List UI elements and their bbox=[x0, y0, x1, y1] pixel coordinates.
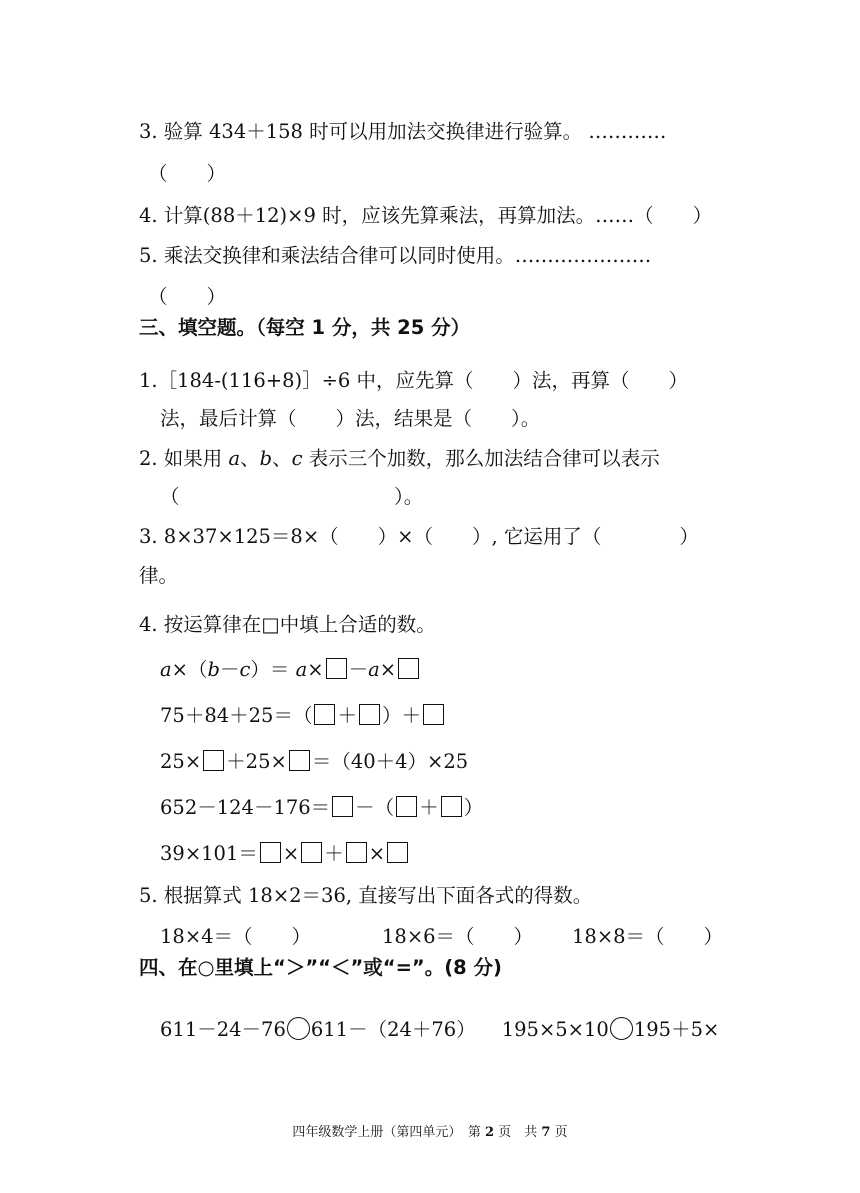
fill-q5-item-2: 18×6＝（ ） bbox=[382, 925, 534, 948]
fill-q2-line2: （ ）。 bbox=[160, 485, 424, 508]
judge-q4-text: 4. 计算(88＋12)×9 时，应该先算乘法，再算加法。……（ ） bbox=[139, 204, 713, 227]
answer-box[interactable] bbox=[301, 842, 322, 863]
total-pages: 7 bbox=[541, 1125, 551, 1140]
answer-box[interactable] bbox=[398, 658, 419, 679]
fill-q4-title: 4. 按运算律在□中填上合适的数。 bbox=[139, 613, 436, 636]
var-b: b bbox=[259, 447, 273, 470]
fill-q1-line2: 法，最后计算（ ）法，结果是（ ）。 bbox=[160, 407, 541, 430]
fill-q3-line2: 律。 bbox=[139, 564, 179, 587]
section-compare-heading: 四、在○里填上“＞”“＜”或“=”。(8 分) bbox=[139, 956, 502, 979]
var-c: c bbox=[291, 447, 303, 470]
compare-row: 611－24－76 611－（24＋76） 195×5×10 195＋5× bbox=[160, 1018, 720, 1041]
fill-q4-row1: a×（b－c）＝ a× －a× bbox=[160, 657, 421, 683]
judge-q5-answer-paren: （ ） bbox=[148, 285, 227, 308]
fill-q1-line1: 1.［184-(116+8)］÷6 中，应先算（ ）法，再算（ ） bbox=[139, 369, 689, 392]
var-a: a bbox=[228, 447, 241, 470]
compare-circle[interactable] bbox=[287, 1017, 310, 1040]
answer-box[interactable] bbox=[260, 842, 281, 863]
fill-q5-title: 5. 根据算式 18×2＝36, 直接写出下面各式的得数。 bbox=[139, 884, 593, 907]
fill-q4-row3: 25× ＋25× ＝（40＋4）×25 bbox=[160, 750, 469, 773]
fill-q4-row2: 75＋84＋25＝（ ＋ ）＋ bbox=[160, 703, 446, 729]
answer-box[interactable] bbox=[289, 750, 310, 771]
page-footer: 四年级数学上册（第四单元） 第 2 页 共 7 页 bbox=[292, 1125, 568, 1140]
answer-box[interactable] bbox=[332, 796, 353, 817]
answer-box[interactable] bbox=[396, 796, 417, 817]
fill-q5-item-3: 18×8＝（ ） bbox=[572, 925, 724, 948]
fill-q5-item-1: 18×4＝（ ） bbox=[160, 925, 312, 948]
judge-q3-text: 3. 验算 434＋158 时可以用加法交换律进行验算。 ………… bbox=[139, 120, 667, 143]
judge-q5-text: 5. 乘法交换律和乘法结合律可以同时使用。………………… bbox=[139, 244, 652, 267]
answer-box[interactable] bbox=[203, 750, 224, 771]
answer-box[interactable] bbox=[359, 704, 380, 725]
fill-q4-row4: 652－124－176＝ －（ ＋ ） bbox=[160, 796, 484, 819]
answer-box[interactable] bbox=[346, 842, 367, 863]
section-fill-heading: 三、填空题。（每空 1 分，共 25 分） bbox=[139, 316, 471, 339]
answer-box[interactable] bbox=[387, 842, 408, 863]
fill-q4-row5: 39×101＝ × ＋ × bbox=[160, 841, 410, 867]
answer-box[interactable] bbox=[423, 704, 444, 725]
answer-box[interactable] bbox=[314, 704, 335, 725]
answer-box[interactable] bbox=[441, 796, 462, 817]
fill-q3-line1: 3. 8×37×125＝8×（ ）×（ ）, 它运用了（ ） bbox=[139, 525, 699, 548]
judge-q3-answer-paren: （ ） bbox=[148, 162, 227, 185]
compare-circle[interactable] bbox=[610, 1017, 633, 1040]
page-number: 2 bbox=[485, 1125, 495, 1140]
fill-q2-line1: 2. 如果用 a、b、c 表示三个加数，那么加法结合律可以表示 bbox=[139, 447, 660, 470]
answer-box[interactable] bbox=[326, 658, 347, 679]
